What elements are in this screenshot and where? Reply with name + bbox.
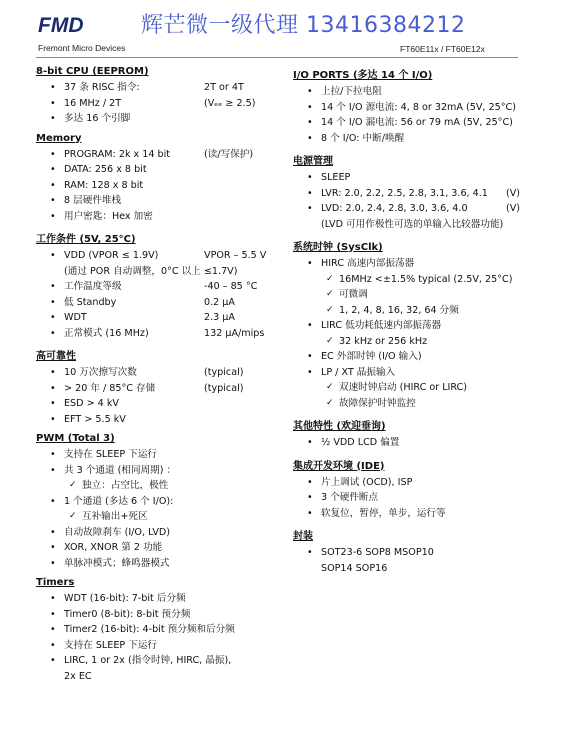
- item-value: -40 – 85 °C: [204, 281, 258, 292]
- list-item: [36, 80, 281, 96]
- item-label: 14 个 I/O 漏电流: 56 or 79 mA (5V, 25°C): [321, 117, 513, 128]
- item-value: (V): [506, 203, 521, 214]
- item-label: DATA: 256 x 8 bit: [64, 164, 147, 175]
- left-column: [36, 66, 281, 684]
- list-item: [293, 380, 533, 396]
- section-list-package: [293, 545, 533, 576]
- list-item: [36, 669, 281, 685]
- item-label: 故障保护时钟监控: [339, 397, 416, 409]
- list-item: [293, 186, 533, 202]
- item-label: XOR, XNOR 第 2 功能: [64, 542, 163, 553]
- section-list-conditions: [36, 248, 281, 341]
- item-label: 3 个硬件断点: [321, 492, 379, 503]
- list-item: [293, 506, 533, 522]
- list-item: [36, 178, 281, 194]
- item-label: 14 个 I/O 源电流: 4, 8 or 32mA (5V, 25°C): [321, 101, 516, 113]
- item-value: 132 μA/mips: [204, 327, 265, 339]
- section-list-memory: [36, 147, 281, 225]
- item-label: SOP14 SOP16: [321, 562, 388, 574]
- section-list-features: [293, 435, 533, 451]
- section-title-features: 其他特性 (欢迎垂询): [293, 421, 386, 432]
- section-list-clock: [293, 256, 533, 411]
- item-label: 1, 2, 4, 8, 16, 32, 64 分频: [339, 304, 459, 316]
- section-list-reliability: [36, 365, 281, 427]
- list-item: [36, 365, 281, 381]
- item-label: 独立：占空比，极性: [82, 480, 169, 491]
- list-item: [293, 475, 533, 491]
- list-item: [293, 396, 533, 412]
- item-label: 8 个 I/O: 中断/唤醒: [321, 132, 405, 144]
- list-item: [293, 490, 533, 506]
- list-item: [293, 561, 533, 577]
- item-label: 双速时钟启动 (HIRC or LIRC): [339, 382, 468, 393]
- item-value: 2.3 μA: [204, 312, 235, 323]
- list-item: [293, 303, 533, 319]
- list-item: [36, 478, 281, 494]
- list-item: [293, 100, 533, 116]
- item-label: EFT > 5.5 kV: [64, 413, 126, 425]
- item-value: (typical): [204, 382, 244, 394]
- list-item: [36, 412, 281, 428]
- item-label: Timer0 (8-bit): 8-bit 预分频: [64, 608, 191, 620]
- list-item: [293, 435, 533, 451]
- company-name: Fremont Micro Devices: [38, 43, 126, 53]
- item-label: LP / XT 晶振输入: [321, 366, 396, 378]
- list-item: [36, 381, 281, 397]
- list-item: [293, 318, 533, 334]
- item-label: 37 条 RISC 指令:: [64, 82, 140, 93]
- list-item: [293, 256, 533, 272]
- list-item: [293, 170, 533, 186]
- item-label: (LVD 可用作极性可选的单输入比较器功能): [321, 218, 504, 230]
- section-title-cpu: 8-bit CPU (EEPROM): [36, 66, 149, 77]
- item-label: ESD > 4 kV: [64, 398, 119, 409]
- list-item: [36, 248, 281, 264]
- section-list-pwm: [36, 447, 281, 571]
- list-item: [36, 556, 281, 572]
- list-item: [293, 84, 533, 100]
- section-list-power: [293, 170, 533, 232]
- list-item: [293, 545, 533, 561]
- list-item: [36, 591, 281, 607]
- item-label: 片上调试 (OCD), ISP: [321, 476, 413, 488]
- item-label: LIRC 低功耗低速内部振荡器: [321, 320, 442, 331]
- section-title-memory: Memory: [36, 132, 82, 144]
- item-label: 自动故障刹车 (I/O, LVD): [64, 526, 171, 538]
- list-item: [36, 607, 281, 623]
- item-value: 2T or 4T: [204, 82, 244, 93]
- list-item: [36, 494, 281, 510]
- item-label: ½ VDD LCD 偏置: [321, 437, 400, 448]
- fmd-logo: FMD: [38, 14, 84, 37]
- section-title-pwm: PWM (Total 3): [36, 433, 115, 444]
- section-list-cpu: [36, 80, 281, 127]
- section-title-power: 电源管理: [293, 156, 333, 167]
- item-label: 10 万次擦写次数: [64, 367, 137, 378]
- header-divider: [36, 57, 518, 58]
- list-item: [36, 326, 281, 342]
- list-item: [36, 509, 281, 525]
- list-item: [293, 272, 533, 288]
- list-item: [36, 279, 281, 295]
- item-value: (读/写保护): [204, 148, 254, 160]
- list-item: [293, 201, 533, 217]
- item-label: HIRC 高速内部振荡器: [321, 258, 415, 269]
- item-label: 可微调: [339, 289, 368, 300]
- item-label: WDT: [64, 312, 87, 323]
- item-label: 16 MHz / 2T: [64, 97, 122, 109]
- list-item: [36, 310, 281, 326]
- section-title-package: 封装: [293, 531, 313, 542]
- list-item: [293, 131, 533, 147]
- list-item: [36, 653, 281, 669]
- list-item: [36, 463, 281, 479]
- list-item: [36, 295, 281, 311]
- item-label: 1 个通道 (多达 6 个 I/O):: [64, 495, 174, 507]
- item-label: 正常模式 (16 MHz): [64, 327, 149, 339]
- list-item: [36, 447, 281, 463]
- item-label: EC 外部时钟 (I/O 输入): [321, 351, 422, 362]
- item-value: (V): [506, 187, 521, 199]
- list-item: [36, 162, 281, 178]
- list-item: [36, 193, 281, 209]
- item-label: Timer2 (16-bit): 4-bit 预分频和后分频: [64, 624, 235, 635]
- section-title-clock: 系统时钟 (SysClk): [293, 242, 383, 253]
- section-list-io: [293, 84, 533, 146]
- item-label: 共 3 个通道 (相同周期) ：: [64, 464, 177, 476]
- list-item: [36, 111, 281, 127]
- list-item: [36, 209, 281, 225]
- list-item: [293, 349, 533, 365]
- part-number: FT60E11x / FT60E12x: [400, 44, 485, 54]
- item-label: 低 Standby: [64, 296, 117, 308]
- item-label: 支持在 SLEEP 下运行: [64, 639, 158, 651]
- section-title-ide: 集成开发环境 (IDE): [293, 460, 385, 472]
- section-list-timers: [36, 591, 281, 684]
- section-list-ide: [293, 475, 533, 522]
- item-label: 2x EC: [64, 670, 92, 682]
- list-item: [36, 264, 281, 280]
- list-item: [293, 115, 533, 131]
- item-value: (typical): [204, 367, 244, 378]
- item-value: VPOR – 5.5 V: [204, 250, 267, 261]
- item-label: LIRC, 1 or 2x (指令时钟, HIRC, 晶振),: [64, 655, 232, 666]
- item-label: 16MHz <±1.5% typical (2.5V, 25°C): [339, 273, 513, 285]
- item-label: SOT23-6 SOP8 MSOP10: [321, 547, 434, 558]
- section-title-timers: Timers: [36, 577, 75, 588]
- item-label: RAM: 128 x 8 bit: [64, 179, 144, 191]
- section-title-conditions: 工作条件 (5V, 25°C): [36, 234, 136, 245]
- item-label: 互补输出+死区: [82, 511, 148, 522]
- item-label: SLEEP: [321, 172, 351, 183]
- item-value: (Vₑₑ ≥ 2.5): [204, 97, 256, 109]
- list-item: [293, 287, 533, 303]
- list-item: [293, 217, 533, 233]
- list-item: [36, 638, 281, 654]
- item-label: WDT (16-bit): 7-bit 后分频: [64, 593, 186, 604]
- list-item: [36, 622, 281, 638]
- item-label: (通过 POR 自动调整，0°C 以上 ≤1.7V): [64, 265, 238, 277]
- item-label: 上拉/下拉电阻: [321, 86, 382, 97]
- item-label: 工作温度等级: [64, 281, 122, 292]
- list-item: [293, 365, 533, 381]
- list-item: [36, 540, 281, 556]
- list-item: [36, 525, 281, 541]
- item-label: VDD (VPOR ≤ 1.9V): [64, 250, 159, 261]
- item-label: 8 层硬件堆栈: [64, 195, 122, 206]
- distributor-watermark: 辉芒微一级代理 13416384212: [141, 13, 466, 38]
- item-label: 多达 16 个引脚: [64, 113, 131, 124]
- item-label: 用户密匙：Hex 加密: [64, 210, 153, 222]
- right-column: [293, 66, 533, 576]
- item-label: > 20 年 / 85°C 存储: [64, 382, 156, 394]
- list-item: [36, 96, 281, 112]
- item-label: PROGRAM: 2k x 14 bit: [64, 148, 171, 160]
- item-label: 软复位，暂停，单步，运行等: [321, 507, 446, 519]
- section-title-reliability: 高可靠性: [36, 351, 76, 362]
- item-label: 单脉冲模式；蜂鸣器模式: [64, 557, 170, 569]
- item-value: 0.2 μA: [204, 296, 235, 308]
- list-item: [36, 147, 281, 163]
- item-label: LVD: 2.0, 2.4, 2.8, 3.0, 3.6, 4.0: [321, 203, 468, 214]
- list-item: [293, 334, 533, 350]
- item-label: 32 kHz or 256 kHz: [339, 335, 428, 347]
- item-label: LVR: 2.0, 2.2, 2.5, 2.8, 3.1, 3.6, 4.1: [321, 187, 488, 199]
- item-label: 支持在 SLEEP 下运行: [64, 449, 158, 460]
- list-item: [36, 396, 281, 412]
- section-title-io: I/O PORTS (多达 14 个 I/O): [293, 70, 433, 81]
